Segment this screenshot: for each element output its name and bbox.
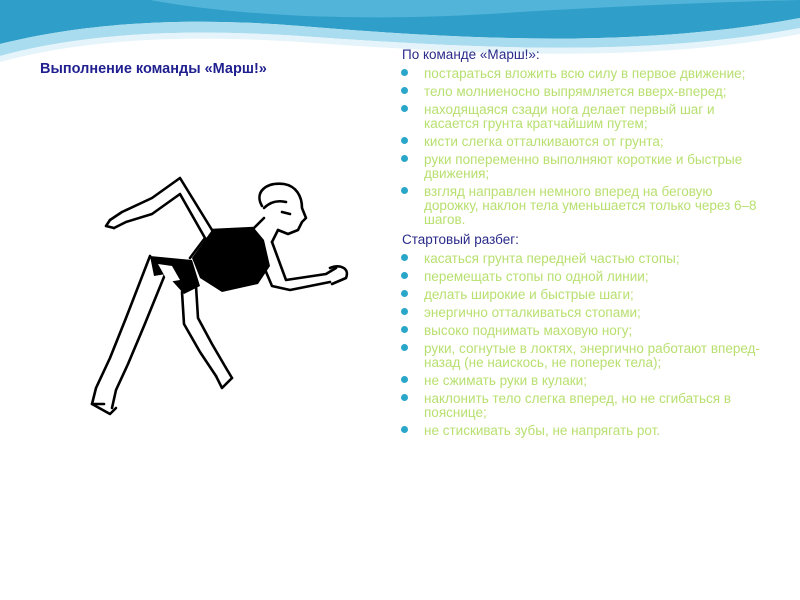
section2-list: [398, 252, 770, 438]
bullet-icon: [401, 87, 408, 94]
section2-heading: Стартовый разбег:: [402, 232, 519, 247]
bullet-icon: [401, 187, 408, 194]
list-item: постараться вложить всю силу в первое движение;: [398, 67, 770, 81]
list-item: перемещать стопы по одной линии;: [398, 270, 770, 284]
section1-heading: По команде «Марш!»:: [402, 47, 540, 62]
bullet-icon: [401, 272, 408, 279]
list-item: тело молниеносно выпрямляется вверх-вперед;: [398, 85, 770, 99]
list-item: энергично отталкиваться стопами;: [398, 306, 770, 320]
bullet-icon: [401, 344, 408, 351]
list-item: находящаяся сзади нога делает первый шаг и касается грунта кратчайшим путем;: [398, 103, 770, 131]
bullet-icon: [401, 69, 408, 76]
bullet-icon: [401, 137, 408, 144]
section1-list: [398, 67, 770, 227]
list-item: касаться грунта передней частью стопы;: [398, 252, 770, 266]
list-item: взгляд направлен немного вперед на беговую дорожку, наклон тела уменьшается только через 6–8 шагов.: [398, 185, 770, 227]
bullet-icon: [401, 426, 408, 433]
bullet-icon: [401, 290, 408, 297]
sprinter-illustration-icon: [40, 168, 365, 420]
list-item: делать широкие и быстрые шаги;: [398, 288, 770, 302]
bullet-icon: [401, 326, 408, 333]
bullet-icon: [401, 105, 408, 112]
list-item: не сжимать руки в кулаки;: [398, 374, 770, 388]
bullet-icon: [401, 308, 408, 315]
bullet-icon: [401, 155, 408, 162]
list-item: руки попеременно выполняют короткие и быстрые движения;: [398, 153, 770, 181]
list-item: кисти слегка отталкиваются от грунта;: [398, 135, 770, 149]
instructions-column: [398, 48, 770, 442]
bullet-icon: [401, 394, 408, 401]
list-item: наклонить тело слегка вперед, но не сгибаться в пояснице;: [398, 392, 770, 420]
slide-title: Выполнение команды «Марш!»: [40, 61, 267, 77]
list-item: высоко поднимать маховую ногу;: [398, 324, 770, 338]
bullet-icon: [401, 376, 408, 383]
bullet-icon: [401, 254, 408, 261]
list-item: не стискивать зубы, не напрягать рот.: [398, 424, 770, 438]
list-item: руки, согнутые в локтях, энергично работают вперед-назад (не наискось, не поперек тела);: [398, 342, 770, 370]
